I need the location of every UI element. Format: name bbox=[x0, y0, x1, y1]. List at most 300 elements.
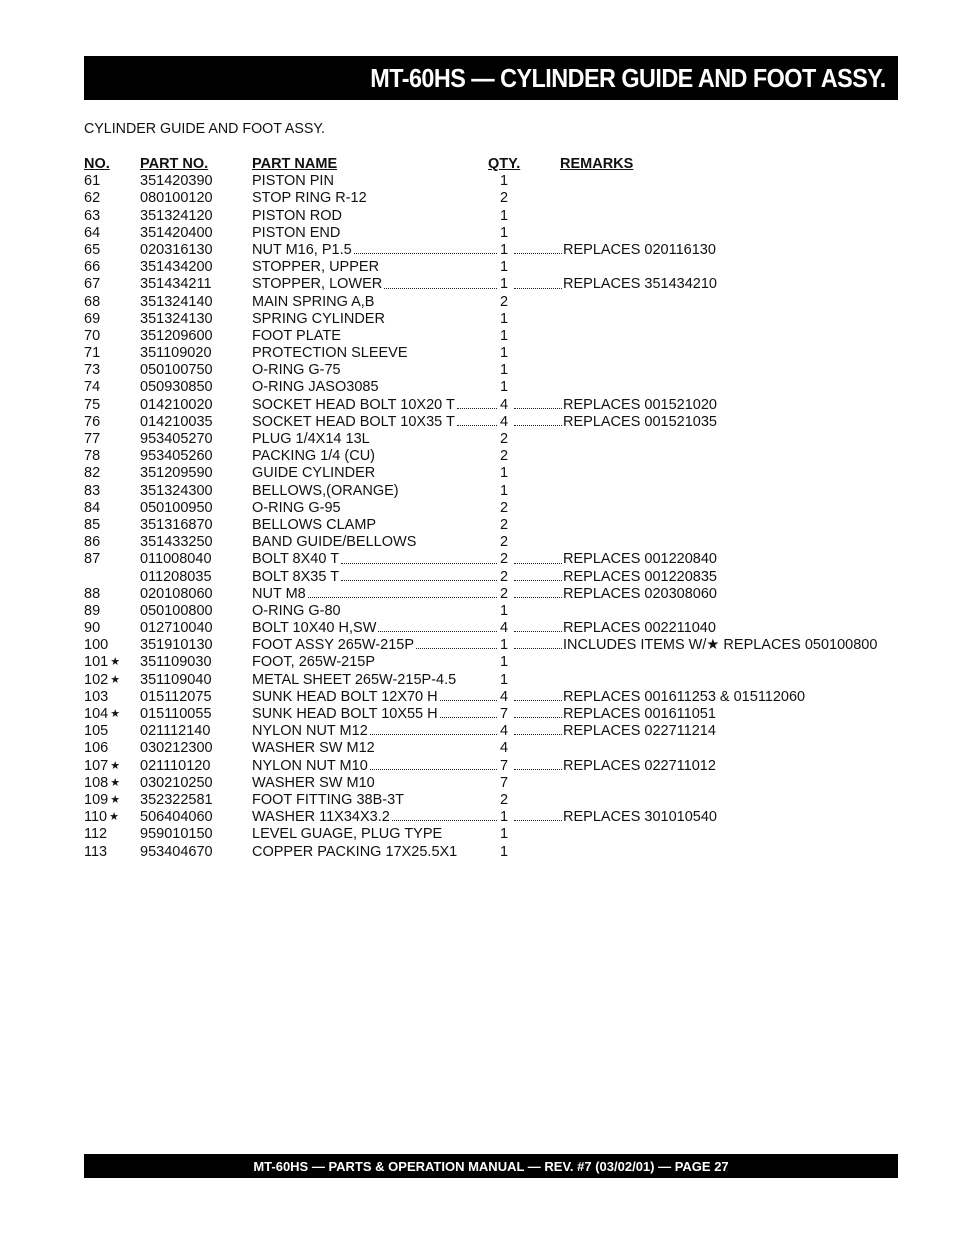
table-row bbox=[84, 379, 884, 396]
part-name-text: FOOT ASSY 265W-215P bbox=[252, 637, 414, 654]
item-no bbox=[84, 586, 100, 603]
part-name bbox=[252, 311, 498, 328]
table-row bbox=[84, 672, 884, 689]
item-no bbox=[84, 362, 100, 379]
item-no-text: 104 bbox=[84, 706, 109, 722]
item-no-text: 65 bbox=[84, 241, 101, 258]
part-number: 351324120 bbox=[140, 207, 213, 224]
part-name bbox=[252, 173, 498, 190]
dot-leader bbox=[514, 551, 562, 563]
dot-leader bbox=[370, 758, 497, 770]
item-no bbox=[84, 620, 100, 637]
quantity: 4 bbox=[499, 396, 509, 413]
part-name bbox=[252, 465, 498, 482]
part-name bbox=[252, 483, 498, 500]
star-icon: ★ bbox=[110, 776, 121, 789]
quantity: 1 bbox=[499, 826, 509, 843]
quantity: 1 bbox=[499, 809, 509, 826]
remarks-text: REPLACES 001521035 bbox=[563, 413, 717, 430]
quantity: 1 bbox=[499, 207, 509, 224]
item-no-text: 69 bbox=[84, 310, 101, 327]
header-part-name: PART NAME bbox=[252, 156, 338, 172]
part-number: 351433250 bbox=[140, 534, 213, 551]
part-name-text: BOLT 8X35 T bbox=[252, 568, 340, 585]
item-no-text: 83 bbox=[84, 482, 101, 499]
table-body bbox=[84, 173, 884, 861]
page-title: MT-60HS — CYLINDER GUIDE AND FOOT ASSY. bbox=[370, 62, 886, 93]
part-name-text: O-RING G-80 bbox=[252, 602, 341, 619]
part-number: 030210250 bbox=[140, 774, 213, 791]
table-row bbox=[84, 431, 884, 448]
item-no-text: 74 bbox=[84, 379, 101, 396]
part-number: 021112140 bbox=[140, 723, 211, 740]
quantity: 4 bbox=[499, 740, 509, 757]
item-no-text: 112 bbox=[84, 826, 108, 843]
dot-leader bbox=[514, 569, 562, 581]
table-row bbox=[84, 517, 884, 534]
part-name bbox=[252, 345, 498, 362]
item-no-text: 109 bbox=[84, 791, 109, 808]
quantity: 1 bbox=[499, 602, 509, 619]
item-no-text: 71 bbox=[84, 345, 101, 362]
item-no-text: 110 bbox=[84, 809, 108, 826]
quantity: 1 bbox=[499, 482, 509, 499]
part-name bbox=[252, 190, 498, 207]
item-no-text: 106 bbox=[84, 740, 109, 757]
star-icon: ★ bbox=[110, 673, 121, 686]
dot-leader bbox=[514, 723, 562, 735]
section-heading: CYLINDER GUIDE AND FOOT ASSY. bbox=[84, 120, 326, 137]
part-number: 080100120 bbox=[140, 190, 213, 207]
part-name bbox=[252, 740, 498, 757]
part-name-text: PISTON PIN bbox=[252, 173, 334, 190]
remarks-text: REPLACES 020308060 bbox=[563, 585, 717, 602]
item-no-text: 67 bbox=[84, 276, 101, 293]
part-name bbox=[252, 792, 498, 809]
part-name bbox=[252, 362, 498, 379]
table-row bbox=[84, 551, 884, 568]
item-no-text: 86 bbox=[84, 534, 101, 551]
part-name-text: SUNK HEAD BOLT 10X55 H bbox=[252, 706, 438, 722]
part-name bbox=[252, 328, 498, 345]
part-number: 351209600 bbox=[140, 327, 213, 344]
remarks bbox=[512, 242, 716, 259]
item-no bbox=[84, 517, 100, 534]
item-no bbox=[84, 534, 100, 551]
quantity: 2 bbox=[499, 293, 509, 310]
item-no-text: 68 bbox=[84, 293, 101, 310]
part-number: 959010150 bbox=[140, 826, 213, 843]
item-no bbox=[84, 706, 120, 723]
item-no-text: 76 bbox=[84, 413, 101, 430]
item-no bbox=[84, 397, 100, 414]
star-icon: ★ bbox=[110, 656, 121, 669]
quantity: 1 bbox=[499, 276, 509, 293]
table-row bbox=[84, 792, 884, 809]
table-row bbox=[84, 775, 884, 792]
item-no-text: 78 bbox=[84, 448, 101, 465]
dot-leader bbox=[370, 723, 497, 735]
table-row bbox=[84, 328, 884, 345]
part-name-text: O-RING JASO3085 bbox=[252, 379, 379, 396]
item-no-text: 101 bbox=[84, 654, 109, 671]
remarks bbox=[512, 586, 717, 603]
part-name bbox=[252, 689, 498, 706]
part-number: 351910130 bbox=[140, 637, 213, 654]
remarks-text: REPLACES 001611051 bbox=[563, 706, 716, 722]
part-number: 351324130 bbox=[140, 310, 213, 327]
item-no-text: 61 bbox=[84, 173, 101, 190]
quantity: 7 bbox=[499, 757, 509, 774]
part-name-text: WASHER 11X34X3.2 bbox=[252, 809, 390, 826]
remarks bbox=[512, 276, 717, 293]
dot-leader bbox=[514, 620, 562, 632]
dot-leader bbox=[392, 809, 497, 821]
part-name-text: STOPPER, LOWER bbox=[252, 276, 383, 293]
part-number: 015112075 bbox=[140, 688, 212, 705]
item-no bbox=[84, 173, 100, 190]
part-number: 351109030 bbox=[140, 654, 212, 671]
quantity: 2 bbox=[499, 791, 509, 808]
item-no bbox=[84, 809, 119, 826]
dot-leader bbox=[514, 397, 562, 409]
item-no bbox=[84, 242, 100, 259]
part-name bbox=[252, 654, 498, 671]
remarks bbox=[512, 397, 717, 414]
part-number: 351109020 bbox=[140, 345, 212, 362]
quantity: 1 bbox=[499, 362, 509, 379]
item-no-text: 77 bbox=[84, 431, 101, 447]
table-row bbox=[84, 208, 884, 225]
table-row bbox=[84, 465, 884, 482]
table-row bbox=[84, 689, 884, 706]
part-name bbox=[252, 809, 498, 826]
part-name bbox=[252, 208, 498, 225]
item-no bbox=[84, 689, 108, 706]
table-row bbox=[84, 500, 884, 517]
part-number: 351434200 bbox=[140, 259, 213, 276]
dot-leader bbox=[308, 586, 497, 598]
quantity: 4 bbox=[499, 413, 509, 430]
header-qty: QTY. bbox=[488, 156, 521, 172]
part-name bbox=[252, 586, 498, 603]
item-no-text: 107 bbox=[84, 757, 109, 774]
part-name bbox=[252, 706, 498, 723]
dot-leader bbox=[514, 242, 562, 254]
part-name bbox=[252, 844, 498, 861]
item-no bbox=[84, 190, 100, 207]
quantity: 7 bbox=[499, 706, 509, 722]
part-number: 014210035 bbox=[140, 413, 213, 430]
part-name bbox=[252, 276, 498, 293]
part-name-text: STOP RING R-12 bbox=[252, 190, 367, 207]
part-number: 012710040 bbox=[140, 620, 213, 637]
part-name bbox=[252, 517, 498, 534]
part-number: 506404060 bbox=[140, 809, 213, 826]
parts-table bbox=[84, 156, 884, 861]
part-number: 021110120 bbox=[140, 757, 211, 774]
item-no-text: 70 bbox=[84, 327, 101, 344]
remarks-text: REPLACES 351434210 bbox=[563, 276, 717, 293]
part-name bbox=[252, 826, 498, 843]
part-number: 953404670 bbox=[140, 843, 213, 860]
table-row bbox=[84, 826, 884, 843]
part-name-text: BOLT 10X40 H,SW bbox=[252, 620, 377, 637]
dot-leader bbox=[440, 706, 497, 718]
part-number: 351324140 bbox=[140, 293, 213, 310]
part-name-text: COPPER PACKING 17X25.5X1 bbox=[252, 843, 458, 860]
table-row bbox=[84, 723, 884, 740]
table-row bbox=[84, 311, 884, 328]
item-no-text: 87 bbox=[84, 551, 101, 568]
dot-leader bbox=[354, 242, 497, 254]
table-row bbox=[84, 242, 884, 259]
part-name-text: PISTON ROD bbox=[252, 207, 342, 224]
part-name bbox=[252, 242, 498, 259]
part-name-text: SOCKET HEAD BOLT 10X20 T bbox=[252, 396, 455, 413]
remarks bbox=[512, 414, 717, 431]
item-no-text: 73 bbox=[84, 362, 101, 379]
part-name bbox=[252, 603, 498, 620]
dot-leader bbox=[514, 706, 562, 718]
table-header bbox=[84, 156, 884, 173]
dot-leader bbox=[457, 414, 497, 426]
part-number: 351420390 bbox=[140, 173, 213, 190]
part-number: 953405270 bbox=[140, 431, 213, 447]
quantity: 2 bbox=[499, 534, 509, 551]
dot-leader bbox=[384, 276, 497, 288]
part-number: 351420400 bbox=[140, 224, 213, 241]
part-name bbox=[252, 620, 498, 637]
part-number: 014210020 bbox=[140, 396, 213, 413]
item-no-text: 66 bbox=[84, 259, 101, 276]
item-no-text: 63 bbox=[84, 207, 101, 224]
part-name-text: WASHER SW M10 bbox=[252, 774, 375, 791]
item-no bbox=[84, 500, 100, 517]
item-no-text: 102 bbox=[84, 671, 109, 688]
part-name-text: O-RING G-75 bbox=[252, 362, 341, 379]
star-icon: ★ bbox=[110, 708, 121, 720]
part-name bbox=[252, 569, 498, 586]
item-no bbox=[84, 826, 107, 843]
item-no-text: 113 bbox=[84, 843, 108, 860]
part-name-text: NYLON NUT M10 bbox=[252, 757, 368, 774]
quantity: 1 bbox=[499, 259, 509, 276]
table-row bbox=[84, 294, 884, 311]
table-row bbox=[84, 620, 884, 637]
remarks-text: REPLACES 001611253 & 015112060 bbox=[563, 688, 806, 705]
part-name bbox=[252, 534, 498, 551]
remarks bbox=[512, 637, 877, 654]
item-no bbox=[84, 431, 100, 448]
table-row bbox=[84, 362, 884, 379]
page-title-bar bbox=[84, 56, 898, 100]
part-name-text: FOOT, 265W-215P bbox=[252, 654, 376, 671]
header-part-no: PART NO. bbox=[140, 156, 209, 172]
part-name-text: PROTECTION SLEEVE bbox=[252, 345, 408, 362]
item-no bbox=[84, 294, 100, 311]
item-no-text: 100 bbox=[84, 637, 109, 654]
quantity: 2 bbox=[499, 516, 509, 533]
item-no bbox=[84, 414, 100, 431]
part-name-text: WASHER SW M12 bbox=[252, 740, 375, 757]
part-name-text: STOPPER, UPPER bbox=[252, 259, 380, 276]
quantity: 2 bbox=[499, 190, 509, 207]
part-name-text: FOOT FITTING 38B-3T bbox=[252, 791, 404, 808]
part-number: 352322581 bbox=[140, 791, 213, 808]
item-no bbox=[84, 844, 107, 861]
item-no bbox=[84, 603, 100, 620]
part-number: 351109040 bbox=[140, 671, 212, 688]
table-row bbox=[84, 603, 884, 620]
item-no bbox=[84, 465, 100, 482]
remarks bbox=[512, 723, 716, 740]
quantity: 1 bbox=[499, 637, 509, 654]
table-row bbox=[84, 414, 884, 431]
part-number: 050100950 bbox=[140, 499, 213, 516]
item-no-text: 84 bbox=[84, 499, 101, 516]
item-no bbox=[84, 740, 108, 757]
part-name-text: O-RING G-95 bbox=[252, 499, 341, 516]
remarks bbox=[512, 758, 716, 775]
item-no-text: 89 bbox=[84, 602, 101, 619]
quantity: 4 bbox=[499, 723, 509, 740]
part-number: 953405260 bbox=[140, 448, 213, 465]
table-row bbox=[84, 569, 884, 586]
quantity: 2 bbox=[499, 448, 509, 465]
remarks bbox=[512, 689, 805, 706]
quantity: 1 bbox=[499, 654, 509, 671]
item-no-text: 85 bbox=[84, 516, 101, 533]
remarks-text: INCLUDES ITEMS W/★ REPLACES 050100800 bbox=[563, 637, 878, 654]
item-no bbox=[84, 758, 120, 775]
part-name bbox=[252, 551, 498, 568]
header-no: NO. bbox=[84, 156, 110, 172]
item-no-text: 105 bbox=[84, 723, 109, 740]
item-no-text: 75 bbox=[84, 396, 101, 413]
item-no-text: 103 bbox=[84, 688, 109, 705]
table-row bbox=[84, 706, 884, 723]
item-no bbox=[84, 723, 108, 740]
part-name-text: LEVEL GUAGE, PLUG TYPE bbox=[252, 826, 443, 843]
part-name-text: BOLT 8X40 T bbox=[252, 551, 340, 568]
table-row bbox=[84, 173, 884, 190]
part-name-text: PACKING 1/4 (CU) bbox=[252, 448, 376, 465]
quantity: 1 bbox=[499, 345, 509, 362]
dot-leader bbox=[416, 637, 497, 649]
table-row bbox=[84, 586, 884, 603]
remarks-text: REPLACES 001220835 bbox=[563, 568, 717, 585]
remarks-text: REPLACES 001220840 bbox=[563, 551, 717, 568]
item-no bbox=[84, 654, 120, 671]
part-name-text: NUT M8 bbox=[252, 585, 306, 602]
item-no bbox=[84, 379, 100, 396]
item-no bbox=[84, 345, 100, 362]
part-name bbox=[252, 259, 498, 276]
part-name-text: NUT M16, P1.5 bbox=[252, 241, 352, 258]
quantity: 1 bbox=[499, 379, 509, 396]
footer-text: MT-60HS — PARTS & OPERATION MANUAL — REV. #7 (03/02/01) — PAGE 27 bbox=[253, 1158, 729, 1174]
part-name bbox=[252, 379, 498, 396]
table-row bbox=[84, 345, 884, 362]
table-row bbox=[84, 225, 884, 242]
dot-leader bbox=[514, 586, 562, 598]
part-name-text: SPRING CYLINDER bbox=[252, 310, 385, 327]
quantity: 1 bbox=[499, 671, 509, 688]
table-row bbox=[84, 740, 884, 757]
dot-leader bbox=[378, 620, 497, 632]
part-number: 015110055 bbox=[140, 706, 212, 722]
item-no bbox=[84, 328, 100, 345]
part-name-text: FOOT PLATE bbox=[252, 327, 341, 344]
part-name-text: PISTON END bbox=[252, 224, 341, 241]
dot-leader bbox=[457, 397, 497, 409]
part-name-text: METAL SHEET 265W-215P-4.5 bbox=[252, 671, 457, 688]
part-number: 050930850 bbox=[140, 379, 213, 396]
quantity: 1 bbox=[499, 241, 509, 258]
star-icon: ★ bbox=[110, 759, 121, 772]
part-name bbox=[252, 225, 498, 242]
table-row bbox=[84, 483, 884, 500]
remarks-text: REPLACES 020116130 bbox=[563, 241, 716, 258]
part-name-text: SOCKET HEAD BOLT 10X35 T bbox=[252, 413, 455, 430]
table-row bbox=[84, 534, 884, 551]
part-name bbox=[252, 775, 498, 792]
part-name-text: BAND GUIDE/BELLOWS bbox=[252, 534, 417, 551]
dot-leader bbox=[341, 569, 497, 581]
part-number: 351209590 bbox=[140, 465, 213, 482]
quantity: 1 bbox=[499, 843, 509, 860]
table-row bbox=[84, 259, 884, 276]
part-name-text: MAIN SPRING A,B bbox=[252, 293, 375, 310]
quantity: 1 bbox=[499, 465, 509, 482]
quantity: 2 bbox=[499, 585, 509, 602]
quantity: 2 bbox=[499, 551, 509, 568]
table-row bbox=[84, 637, 884, 654]
item-no-text: 108 bbox=[84, 774, 109, 791]
table-row bbox=[84, 809, 884, 826]
item-no-text: 62 bbox=[84, 190, 101, 207]
remarks-text: REPLACES 022711214 bbox=[563, 723, 716, 740]
item-no bbox=[84, 208, 100, 225]
remarks-text: REPLACES 301010540 bbox=[563, 809, 717, 826]
quantity: 1 bbox=[499, 224, 509, 241]
quantity: 4 bbox=[499, 688, 509, 705]
part-number: 050100750 bbox=[140, 362, 213, 379]
part-number: 050100800 bbox=[140, 602, 213, 619]
header-remarks: REMARKS bbox=[560, 156, 634, 172]
quantity: 2 bbox=[499, 568, 509, 585]
item-no bbox=[84, 311, 100, 328]
table-row bbox=[84, 190, 884, 207]
part-number: 351434211 bbox=[140, 276, 212, 293]
quantity: 1 bbox=[499, 173, 509, 190]
table-row bbox=[84, 758, 884, 775]
star-icon: ★ bbox=[110, 793, 121, 806]
remarks-text: REPLACES 022711012 bbox=[563, 757, 716, 774]
item-no bbox=[84, 775, 120, 792]
quantity: 2 bbox=[499, 499, 509, 516]
remarks-text: REPLACES 002211040 bbox=[563, 620, 716, 637]
part-number: 351316870 bbox=[140, 516, 213, 533]
part-number: 020316130 bbox=[140, 241, 213, 258]
table-row bbox=[84, 654, 884, 671]
item-no-text: 88 bbox=[84, 585, 101, 602]
dot-leader bbox=[341, 551, 497, 563]
part-name-text: PLUG 1/4X14 13L bbox=[252, 431, 370, 447]
part-name-text: BELLOWS,(ORANGE) bbox=[252, 482, 399, 499]
dot-leader bbox=[514, 809, 562, 821]
